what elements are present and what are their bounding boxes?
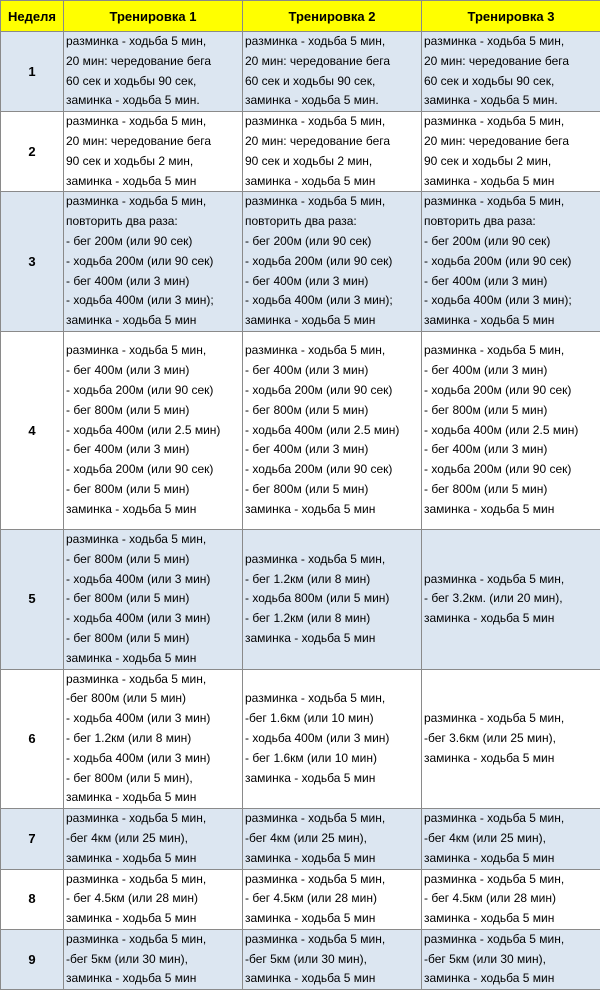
workout-line: заминка - ходьба 5 мин (424, 609, 600, 629)
workout-line: заминка - ходьба 5 мин (424, 849, 600, 869)
workout-line: 90 сек и ходьбы 2 мин, (424, 152, 600, 172)
workout-line: разминка - ходьба 5 мин, (424, 570, 600, 590)
workout-line: 60 сек и ходьбы 90 сек, (245, 72, 421, 92)
header-workout-3: Тренировка 3 (422, 1, 600, 32)
workout-line: заминка - ходьба 5 мин (66, 969, 242, 989)
workout-line: 20 мин: чередование бега (245, 132, 421, 152)
workout-line: - ходьба 800м (или 5 мин) (245, 589, 421, 609)
table-row (1, 32, 600, 112)
workout-line: разминка - ходьба 5 мин, (66, 32, 242, 52)
workout-line: -бег 3.6км (или 25 мин), (424, 729, 600, 749)
workout-line: заминка - ходьба 5 мин (66, 500, 242, 520)
workout-3-cell (422, 929, 600, 989)
workout-line: - ходьба 200м (или 90 сек) (424, 460, 600, 480)
workout-line: - бег 400м (или 3 мин) (424, 440, 600, 460)
workout-line: заминка - ходьба 5 мин (66, 909, 242, 929)
workout-line: 60 сек и ходьбы 90 сек, (424, 72, 600, 92)
workout-line: заминка - ходьба 5 мин (245, 909, 421, 929)
workout-line: - бег 400м (или 3 мин) (424, 361, 600, 381)
header-workout-1: Тренировка 1 (64, 1, 243, 32)
workout-line: разминка - ходьба 5 мин, (245, 550, 421, 570)
workout-1-cell (64, 112, 243, 192)
workout-2-cell (243, 669, 422, 809)
workout-2-cell (243, 929, 422, 989)
workout-line: - ходьба 400м (или 3 мин) (66, 609, 242, 629)
workout-line: разминка - ходьба 5 мин, (245, 809, 421, 829)
table-row (1, 192, 600, 332)
workout-line: заминка - ходьба 5 мин (424, 909, 600, 929)
week-number: 5 (1, 529, 64, 669)
week-number: 6 (1, 669, 64, 809)
workout-line: разминка - ходьба 5 мин, (66, 192, 242, 212)
workout-3-cell (422, 529, 600, 669)
workout-3-cell (422, 809, 600, 869)
workout-line: 90 сек и ходьбы 2 мин, (66, 152, 242, 172)
workout-line: - бег 400м (или 3 мин) (66, 440, 242, 460)
workout-line: 20 мин: чередование бега (424, 52, 600, 72)
workout-line: - бег 800м (или 5 мин) (424, 480, 600, 500)
workout-line: - бег 800м (или 5 мин) (66, 550, 242, 570)
workout-line: заминка - ходьба 5 мин (245, 311, 421, 331)
workout-line: разминка - ходьба 5 мин, (66, 870, 242, 890)
workout-line: - ходьба 200м (или 90 сек) (66, 252, 242, 272)
workout-line: -бег 800м (или 5 мин) (66, 689, 242, 709)
workout-line: - ходьба 400м (или 3 мин); (424, 291, 600, 311)
workout-line: разминка - ходьба 5 мин, (245, 930, 421, 950)
week-number: 4 (1, 331, 64, 529)
workout-3-cell (422, 669, 600, 809)
table-row (1, 112, 600, 192)
workout-line: заминка - ходьба 5 мин. (424, 91, 600, 111)
workout-line: заминка - ходьба 5 мин (424, 500, 600, 520)
workout-line: -бег 5км (или 30 мин), (66, 950, 242, 970)
workout-line: - ходьба 400м (или 2.5 мин) (245, 421, 421, 441)
workout-line: 20 мин: чередование бега (66, 52, 242, 72)
workout-line: разминка - ходьба 5 мин, (66, 670, 242, 690)
workout-line: заминка - ходьба 5 мин (424, 969, 600, 989)
workout-3-cell (422, 192, 600, 332)
workout-line: повторить два раза: (424, 212, 600, 232)
workout-line: - бег 800м (или 5 мин) (66, 629, 242, 649)
workout-3-cell (422, 112, 600, 192)
workout-line: - ходьба 400м (или 3 мин) (66, 749, 242, 769)
workout-line: заминка - ходьба 5 мин (245, 849, 421, 869)
workout-line: - бег 800м (или 5 мин), (66, 769, 242, 789)
workout-line: заминка - ходьба 5 мин (66, 649, 242, 669)
header-row (1, 1, 600, 32)
workout-2-cell (243, 112, 422, 192)
workout-line: - бег 200м (или 90 сек) (66, 232, 242, 252)
workout-line: разминка - ходьба 5 мин, (66, 530, 242, 550)
workout-line: - бег 800м (или 5 мин) (66, 401, 242, 421)
workout-1-cell (64, 192, 243, 332)
workout-line: заминка - ходьба 5 мин (245, 969, 421, 989)
workout-line: - бег 4.5км (или 28 мин) (66, 889, 242, 909)
workout-line: - ходьба 200м (или 90 сек) (66, 460, 242, 480)
workout-line: заминка - ходьба 5 мин. (66, 91, 242, 111)
workout-line: 20 мин: чередование бега (245, 52, 421, 72)
workout-1-cell (64, 809, 243, 869)
workout-line: - ходьба 400м (или 3 мин) (245, 729, 421, 749)
workout-line: заминка - ходьба 5 мин. (245, 91, 421, 111)
workout-line: - бег 4.5км (или 28 мин) (245, 889, 421, 909)
workout-line: разминка - ходьба 5 мин, (245, 341, 421, 361)
workout-1-cell (64, 331, 243, 529)
workout-2-cell (243, 331, 422, 529)
workout-line: разминка - ходьба 5 мин, (245, 870, 421, 890)
week-number: 2 (1, 112, 64, 192)
workout-line: разминка - ходьба 5 мин, (66, 112, 242, 132)
workout-line: - ходьба 400м (или 2.5 мин) (66, 421, 242, 441)
workout-line: разминка - ходьба 5 мин, (424, 341, 600, 361)
workout-line: - бег 800м (или 5 мин) (66, 480, 242, 500)
workout-line: - ходьба 400м (или 3 мин); (245, 291, 421, 311)
workout-line: - ходьба 200м (или 90 сек) (424, 252, 600, 272)
workout-line: - бег 200м (или 90 сек) (245, 232, 421, 252)
workout-line: разминка - ходьба 5 мин, (245, 689, 421, 709)
workout-line: разминка - ходьба 5 мин, (424, 709, 600, 729)
workout-line: - бег 1.2км (или 8 мин) (245, 570, 421, 590)
workout-line: заминка - ходьба 5 мин (424, 749, 600, 769)
workout-3-cell (422, 869, 600, 929)
workout-line: -бег 4км (или 25 мин), (424, 829, 600, 849)
workout-2-cell (243, 869, 422, 929)
workout-1-cell (64, 869, 243, 929)
workout-2-cell (243, 32, 422, 112)
workout-line: - бег 1.2км (или 8 мин) (66, 729, 242, 749)
workout-line: - бег 800м (или 5 мин) (66, 589, 242, 609)
workout-line: заминка - ходьба 5 мин (66, 788, 242, 808)
week-number: 7 (1, 809, 64, 869)
workout-line: - ходьба 200м (или 90 сек) (424, 381, 600, 401)
workout-line: - бег 1.6км (или 10 мин) (245, 749, 421, 769)
workout-line: - бег 400м (или 3 мин) (424, 272, 600, 292)
workout-line: - бег 400м (или 3 мин) (66, 272, 242, 292)
workout-line: - бег 400м (или 3 мин) (66, 361, 242, 381)
workout-1-cell (64, 929, 243, 989)
workout-line: - ходьба 400м (или 3 мин) (66, 709, 242, 729)
workout-line: разминка - ходьба 5 мин, (424, 32, 600, 52)
workout-3-cell (422, 32, 600, 112)
week-number: 8 (1, 869, 64, 929)
workout-line: - бег 800м (или 5 мин) (424, 401, 600, 421)
workout-line: заминка - ходьба 5 мин (66, 849, 242, 869)
workout-line: - бег 800м (или 5 мин) (245, 480, 421, 500)
workout-line: заминка - ходьба 5 мин (245, 629, 421, 649)
workout-line: разминка - ходьба 5 мин, (245, 32, 421, 52)
workout-line: разминка - ходьба 5 мин, (245, 112, 421, 132)
workout-line: разминка - ходьба 5 мин, (66, 930, 242, 950)
workout-line: заминка - ходьба 5 мин (66, 311, 242, 331)
workout-2-cell (243, 192, 422, 332)
workout-line: разминка - ходьба 5 мин, (66, 809, 242, 829)
workout-line: разминка - ходьба 5 мин, (424, 809, 600, 829)
week-number: 3 (1, 192, 64, 332)
workout-line: заминка - ходьба 5 мин (245, 172, 421, 192)
workout-line: -бег 4км (или 25 мин), (66, 829, 242, 849)
workout-line: 20 мин: чередование бега (66, 132, 242, 152)
table-row (1, 869, 600, 929)
workout-line: - бег 200м (или 90 сек) (424, 232, 600, 252)
workout-line: разминка - ходьба 5 мин, (424, 112, 600, 132)
workout-line: разминка - ходьба 5 мин, (424, 930, 600, 950)
workout-line: - бег 400м (или 3 мин) (245, 272, 421, 292)
workout-line: -бег 4км (или 25 мин), (245, 829, 421, 849)
workout-line: - ходьба 400м (или 3 мин); (66, 291, 242, 311)
workout-line: -бег 5км (или 30 мин), (424, 950, 600, 970)
workout-line: - ходьба 400м (или 3 мин) (66, 570, 242, 590)
workout-line: заминка - ходьба 5 мин (424, 172, 600, 192)
workout-line: -бег 1.6км (или 10 мин) (245, 709, 421, 729)
table-row (1, 809, 600, 869)
workout-line: разминка - ходьба 5 мин, (66, 341, 242, 361)
table-row (1, 929, 600, 989)
workout-line: заминка - ходьба 5 мин (66, 172, 242, 192)
workout-line: повторить два раза: (245, 212, 421, 232)
workout-1-cell (64, 529, 243, 669)
workout-line: разминка - ходьба 5 мин, (424, 192, 600, 212)
workout-2-cell (243, 809, 422, 869)
workout-1-cell (64, 32, 243, 112)
workout-line: - бег 3.2км. (или 20 мин), (424, 589, 600, 609)
workout-line: - бег 1.2км (или 8 мин) (245, 609, 421, 629)
workout-line: - ходьба 200м (или 90 сек) (66, 381, 242, 401)
workout-line: разминка - ходьба 5 мин, (245, 192, 421, 212)
week-number: 9 (1, 929, 64, 989)
workout-line: - бег 400м (или 3 мин) (245, 361, 421, 381)
workout-line: разминка - ходьба 5 мин, (424, 870, 600, 890)
workout-line: - ходьба 200м (или 90 сек) (245, 460, 421, 480)
workout-line: - бег 4.5км (или 28 мин) (424, 889, 600, 909)
header-week: Неделя (1, 1, 64, 32)
week-number: 1 (1, 32, 64, 112)
workout-line: повторить два раза: (66, 212, 242, 232)
table-row (1, 669, 600, 809)
workout-line: - бег 400м (или 3 мин) (245, 440, 421, 460)
workout-line: 90 сек и ходьбы 2 мин, (245, 152, 421, 172)
workout-line: заминка - ходьба 5 мин (245, 500, 421, 520)
table-row (1, 331, 600, 529)
workout-line: 60 сек и ходьбы 90 сек, (66, 72, 242, 92)
workout-line: - ходьба 400м (или 2.5 мин) (424, 421, 600, 441)
workout-3-cell (422, 331, 600, 529)
workout-line: - ходьба 200м (или 90 сек) (245, 252, 421, 272)
workout-1-cell (64, 669, 243, 809)
workout-line: заминка - ходьба 5 мин (245, 769, 421, 789)
workout-line: - ходьба 200м (или 90 сек) (245, 381, 421, 401)
header-workout-2: Тренировка 2 (243, 1, 422, 32)
workout-line: 20 мин: чередование бега (424, 132, 600, 152)
workout-line: - бег 800м (или 5 мин) (245, 401, 421, 421)
workout-line: заминка - ходьба 5 мин (424, 311, 600, 331)
table-row (1, 529, 600, 669)
workout-2-cell (243, 529, 422, 669)
workout-line: -бег 5км (или 30 мин), (245, 950, 421, 970)
